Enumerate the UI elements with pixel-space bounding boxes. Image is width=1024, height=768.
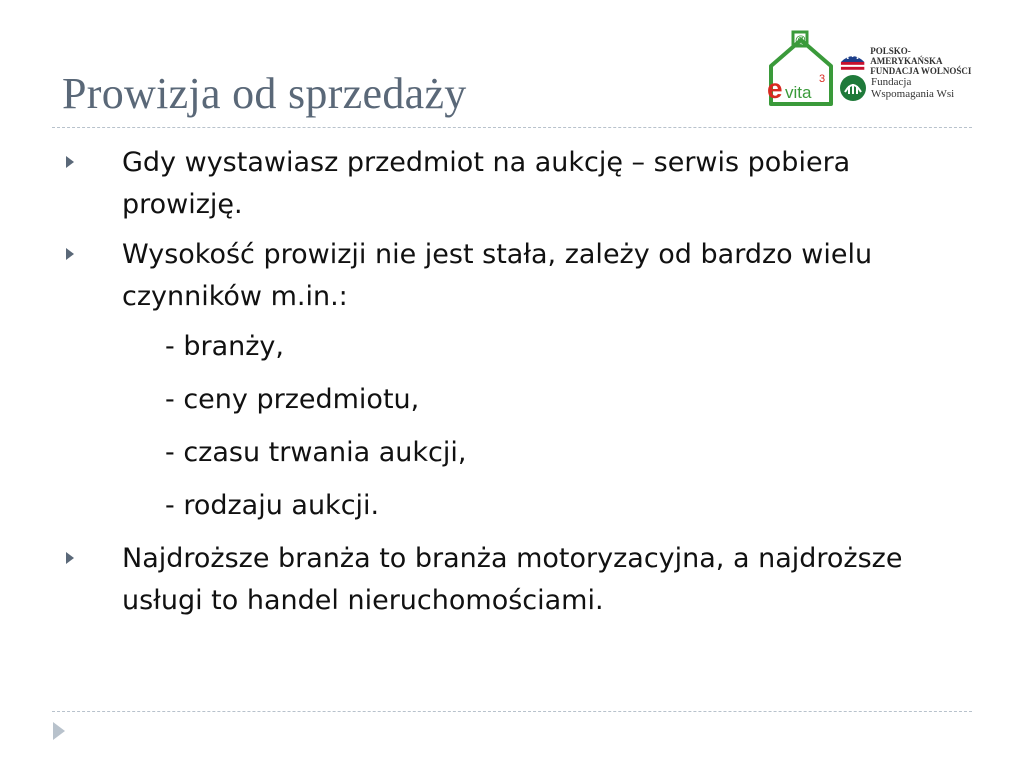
- next-slide-icon[interactable]: [53, 722, 65, 740]
- bullet-text: Najdroższe branża to branża motoryzacyjna, a najdroższe usługi to handel nieruchomościami.: [122, 543, 903, 616]
- evita-superscript: 3: [819, 73, 826, 85]
- footer-divider: [52, 711, 972, 712]
- bullet-arrow-icon: [66, 156, 74, 168]
- sub-item: - ceny przedmiotu,: [165, 384, 420, 415]
- pafw-logo: [839, 46, 980, 76]
- bullet-item: [62, 142, 972, 226]
- title-divider: [52, 127, 972, 128]
- bullet-arrow-icon: [66, 248, 74, 260]
- fww-logo: [839, 74, 954, 102]
- slide-title: Prowizja od sprzedaży: [62, 69, 467, 118]
- pafw-line1: POLSKO-AMERYKAŃSKA: [870, 46, 943, 66]
- sub-item: - rodzaju aukcji.: [165, 490, 380, 521]
- bullet-arrow-icon: [66, 552, 74, 564]
- evita-at-sign: @: [795, 34, 806, 46]
- sponsor-logos: [765, 26, 980, 110]
- bullet-item: [62, 234, 972, 318]
- sub-item: - branży,: [165, 331, 284, 362]
- slide-body: [62, 142, 972, 630]
- fww-emblem: [839, 74, 867, 102]
- bullet-text: Wysokość prowizji nie jest stała, zależy od bardzo wielu czynników m.in.:: [122, 239, 873, 312]
- pafw-line2: FUNDACJA WOLNOŚCI: [870, 66, 972, 76]
- pafw-emblem: [839, 52, 866, 70]
- bullet-item: [62, 538, 972, 622]
- evita-logo: [765, 26, 837, 110]
- sub-item: - czasu trwania aukcji,: [165, 437, 467, 468]
- evita-e: e: [767, 73, 783, 104]
- fww-line2: Wspomagania Wsi: [871, 88, 955, 100]
- evita-vita: vita: [785, 83, 812, 102]
- bullet-text: Gdy wystawiasz przedmiot na aukcję – serwis pobiera prowizję.: [122, 147, 851, 220]
- fww-line1: Fundacja: [871, 76, 912, 88]
